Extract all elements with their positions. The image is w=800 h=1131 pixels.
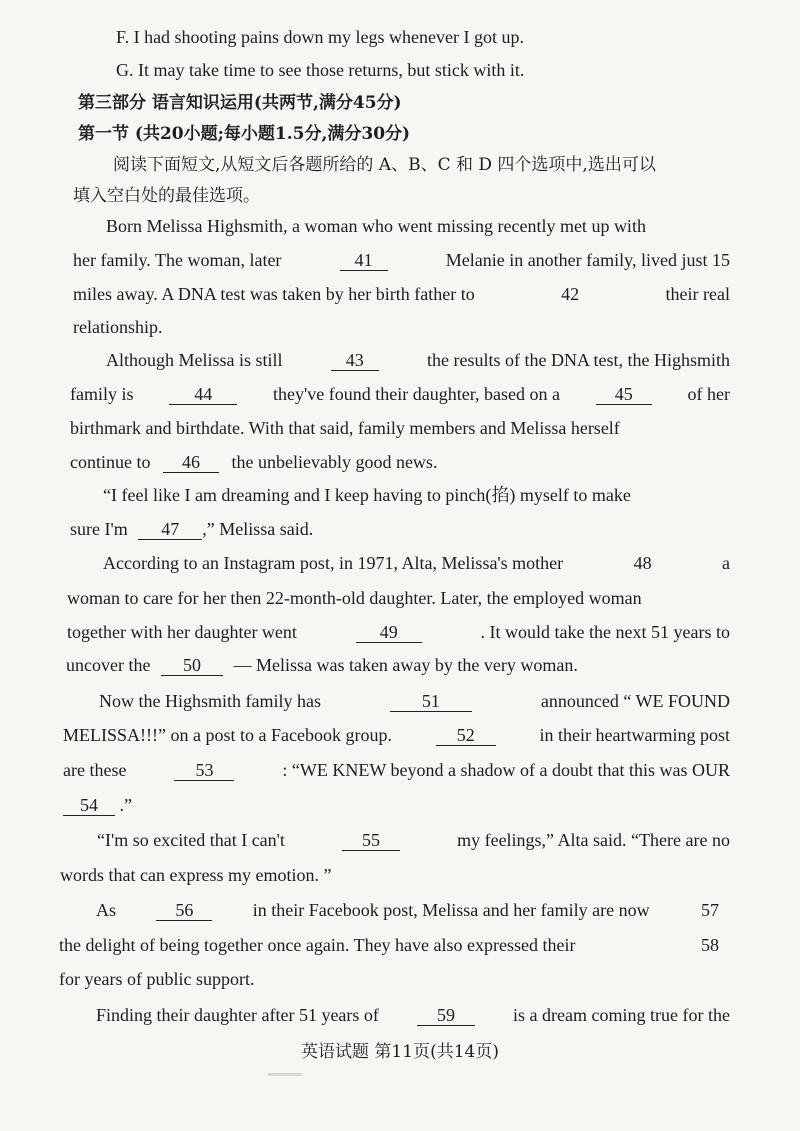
passage-text: together with her daughter went (67, 622, 297, 642)
option-g: G. It may take time to see those returns, but stick with it. (116, 60, 525, 80)
passage-text: According to an Instagram post, in 1971, Alta, Melissa's mother (103, 553, 564, 573)
blank-50: 50 (161, 655, 223, 676)
passage-text: miles away. A DNA test was taken by her birth father to (73, 284, 475, 304)
passage-text: Although Melissa is still (106, 350, 283, 370)
passage-text: the delight of being together once again. They have also expressed their (59, 935, 576, 955)
passage-line (0, 793, 800, 817)
passage-text: “I feel like I am dreaming and I keep having to pinch(掐) myself to make (103, 485, 631, 505)
passage-line (103, 551, 730, 575)
section-one-heading: 第一节 (共20小题;每小题1.5分,满分30分) (78, 124, 411, 144)
blank-44: 44 (169, 384, 237, 405)
passage-text: the results of the DNA test, the Highsmith (427, 350, 730, 370)
passage-line (96, 1003, 730, 1027)
passage-line (67, 620, 730, 644)
passage-line (70, 416, 730, 440)
passage-text: in their Facebook post, Melissa and her family are now (252, 900, 650, 920)
passage-text: of her (687, 384, 730, 404)
instruction-line-2: 填入空白处的最佳选项。 (73, 186, 260, 206)
passage-text: As (96, 900, 117, 920)
passage-line (106, 348, 730, 372)
passage-text: they've found their daughter, based on a (273, 384, 560, 404)
passage-line (103, 483, 730, 507)
passage-line (67, 586, 730, 610)
passage-text: Now the Highsmith family has (99, 691, 321, 711)
blank-59: 59 (417, 1005, 475, 1026)
passage-line (73, 248, 730, 272)
passage-line (96, 898, 730, 922)
passage-text: ,” Melissa said. (202, 519, 314, 539)
passage-text: Born Melissa Highsmith, a woman who went missing recently met up with (106, 216, 646, 236)
passage-text: their real (665, 284, 730, 304)
passage-line (70, 382, 730, 406)
blank-42: 42 (561, 284, 580, 304)
part-three-heading: 第三部分 语言知识运用(共两节,满分45分) (78, 93, 402, 113)
blank-48: 48 (633, 553, 652, 573)
passage-line (73, 282, 730, 306)
passage-text: relationship. (73, 317, 163, 337)
passage-line (0, 450, 800, 474)
passage-line (63, 723, 730, 747)
passage-line (106, 214, 730, 238)
passage-text: MELISSA!!!” on a post to a Facebook group. (63, 725, 392, 745)
passage-text: birthmark and birthdate. With that said, family members and Melissa herself (70, 418, 620, 438)
passage-text: : “WE KNEW beyond a shadow of a doubt that this was OUR (282, 760, 730, 780)
instruction-line-1: 阅读下面短文,从短文后各题所给的 A、B、C 和 D 四个选项中,选出可以 (113, 155, 656, 175)
blank-54: 54 (63, 795, 115, 816)
blank-53: 53 (174, 760, 234, 781)
passage-text: for years of public support. (59, 969, 255, 989)
passage-text: are these (63, 760, 127, 780)
passage-text: Finding their daughter after 51 years of (96, 1005, 379, 1025)
passage-text: woman to care for her then 22-month-old daughter. Later, the employed woman (67, 588, 642, 608)
passage-line (59, 933, 730, 957)
blank-45: 45 (596, 384, 652, 405)
blank-55: 55 (342, 830, 400, 851)
passage-text: is a dream coming true for the (513, 1005, 730, 1025)
passage-text: — Melissa was taken away by the very woman. (233, 655, 578, 675)
passage-text: uncover the (66, 655, 151, 675)
blank-46: 46 (163, 452, 219, 473)
passage-text: announced “ WE FOUND (540, 691, 730, 711)
passage-text: a (721, 553, 730, 573)
blank-51: 51 (390, 691, 472, 712)
passage-text: . It would take the next 51 years to (480, 622, 730, 642)
passage-line (63, 758, 730, 782)
passage-text: “I'm so excited that I can't (97, 830, 285, 850)
passage-text: in their heartwarming post (539, 725, 730, 745)
blank-47: 47 (138, 519, 202, 540)
passage-line (0, 517, 800, 541)
blank-56: 56 (156, 900, 212, 921)
passage-text: words that can express my emotion. ” (60, 865, 332, 885)
passage-text: my feelings,” Alta said. “There are no (457, 830, 730, 850)
passage-text: family is (70, 384, 134, 404)
blank-41: 41 (340, 250, 388, 271)
passage-text: Melanie in another family, lived just 15 (445, 250, 730, 270)
scan-mark (268, 1073, 302, 1076)
passage-text: continue to (70, 452, 151, 472)
blank-43: 43 (331, 350, 379, 371)
passage-line (0, 653, 800, 677)
page-footer: 英语试题 第11页(共14页) (301, 1042, 499, 1062)
passage-text: sure I'm (70, 519, 128, 539)
passage-line (99, 689, 730, 713)
passage-text: .” (119, 795, 132, 815)
passage-line (97, 828, 730, 852)
blank-58: 58 (701, 935, 719, 955)
option-f: F. I had shooting pains down my legs whenever I got up. (116, 27, 525, 47)
passage-text: her family. The woman, later (73, 250, 282, 270)
passage-text: the unbelievably good news. (231, 452, 438, 472)
blank-57: 57 (701, 900, 719, 920)
blank-49: 49 (356, 622, 422, 643)
blank-52: 52 (436, 725, 496, 746)
